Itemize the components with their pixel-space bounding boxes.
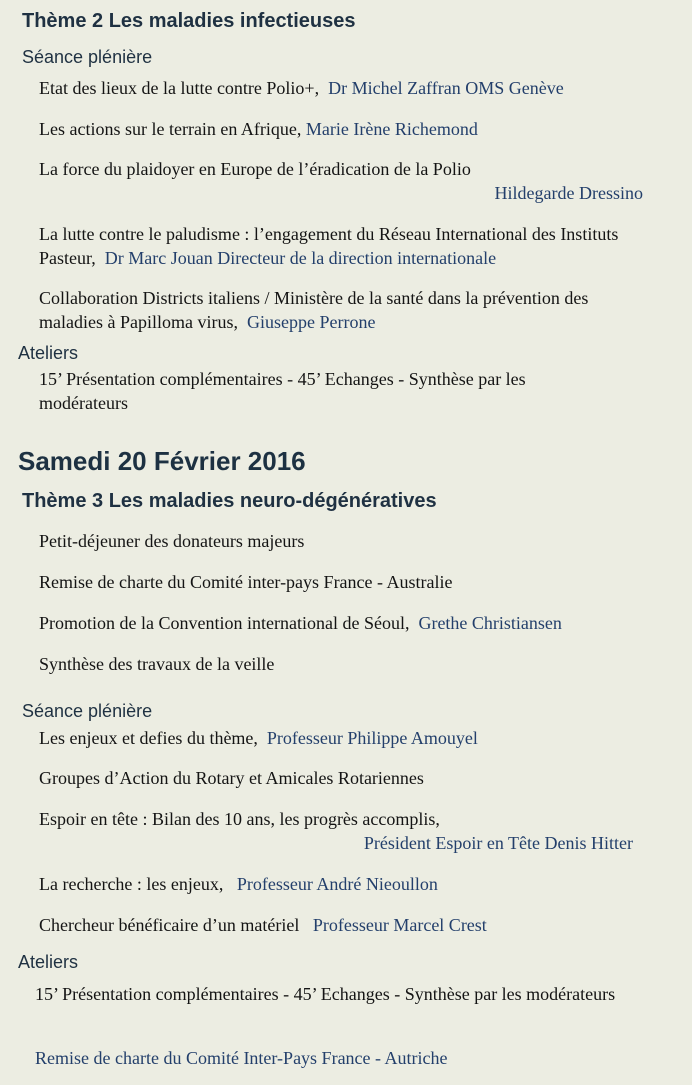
item-text: Collaboration Districts italiens / Ministère de la santé dans la prévention des maladies à Papilloma virus, xyxy=(39,288,589,332)
theme3-title: Thème 3 Les maladies neuro-dégénératives xyxy=(22,490,437,512)
list-item xyxy=(39,766,659,790)
day-title: Samedi 20 Février 2016 xyxy=(18,446,306,476)
list-item xyxy=(39,652,659,676)
item-text: Remise de charte du Comité inter-pays France - Australie xyxy=(39,572,453,592)
item-text: Les actions sur le terrain en Afrique, xyxy=(39,119,302,139)
item-speaker: Giuseppe Perrone xyxy=(246,312,376,332)
item-speaker: Professeur André Nieoullon xyxy=(236,874,438,894)
item-speaker: Professeur Marcel Crest xyxy=(312,915,487,935)
item-text: Les enjeux et defies du thème, xyxy=(39,728,258,748)
item-speaker: Hildegarde Dressino xyxy=(494,183,643,203)
list-item xyxy=(39,222,649,270)
theme3-pleniere-label: Séance plénière xyxy=(22,701,153,721)
list-item xyxy=(39,726,659,750)
item-text: La lutte contre le paludisme : l’engagement du Réseau International des Instituts Pasteur, xyxy=(39,224,619,268)
item-text: La recherche : les enjeux, xyxy=(39,874,224,894)
theme2-ateliers-label: Ateliers xyxy=(18,343,79,363)
item-speaker: Marie Irène Richemond xyxy=(305,119,478,139)
list-item xyxy=(39,872,659,896)
item-text: Chercheur bénéficaire d’un matériel xyxy=(39,915,300,935)
list-item xyxy=(39,286,649,334)
theme2-pleniere-label: Séance plénière xyxy=(22,47,153,67)
item-speaker: Dr Marc Jouan Directeur de la direction internationale xyxy=(104,248,497,268)
item-text: Promotion de la Convention international de Séoul, xyxy=(39,613,410,633)
list-item xyxy=(39,529,659,553)
item-speaker: Professeur Philippe Amouyel xyxy=(266,728,478,748)
list-item xyxy=(39,76,659,100)
item-text: La force du plaidoyer en Europe de l’éradication de la Polio xyxy=(39,159,471,179)
theme3-ateliers-label: Ateliers xyxy=(18,952,79,972)
item-text: Etat des lieux de la lutte contre Polio+, xyxy=(39,78,320,98)
theme2-title: Thème 2 Les maladies infectieuses xyxy=(22,10,356,32)
item-speaker: Président Espoir en Tête Denis Hitter xyxy=(363,833,633,853)
theme3-ateliers-text: 15’ Présentation complémentaires - 45’ Echanges - Synthèse par les modérateurs xyxy=(35,984,616,1004)
list-item xyxy=(39,913,659,937)
list-item xyxy=(39,807,633,855)
list-item xyxy=(39,611,659,635)
item-text: Groupes d’Action du Rotary et Amicales Rotariennes xyxy=(39,768,424,788)
list-item xyxy=(39,570,659,594)
item-text: Synthèse des travaux de la veille xyxy=(39,654,275,674)
theme2-ateliers-text: 15’ Présentation complémentaires - 45’ Echanges - Synthèse par les modérateurs xyxy=(39,369,526,413)
item-text: Petit-déjeuner des donateurs majeurs xyxy=(39,531,305,551)
item-speaker: Dr Michel Zaffran OMS Genève xyxy=(328,78,564,98)
theme3-closing: Remise de charte du Comité Inter-Pays France - Autriche xyxy=(35,1048,448,1068)
item-text: Espoir en tête : Bilan des 10 ans, les progrès accomplis, xyxy=(39,809,440,829)
item-speaker: Grethe Christiansen xyxy=(418,613,562,633)
list-item xyxy=(39,157,643,205)
list-item xyxy=(39,117,659,141)
